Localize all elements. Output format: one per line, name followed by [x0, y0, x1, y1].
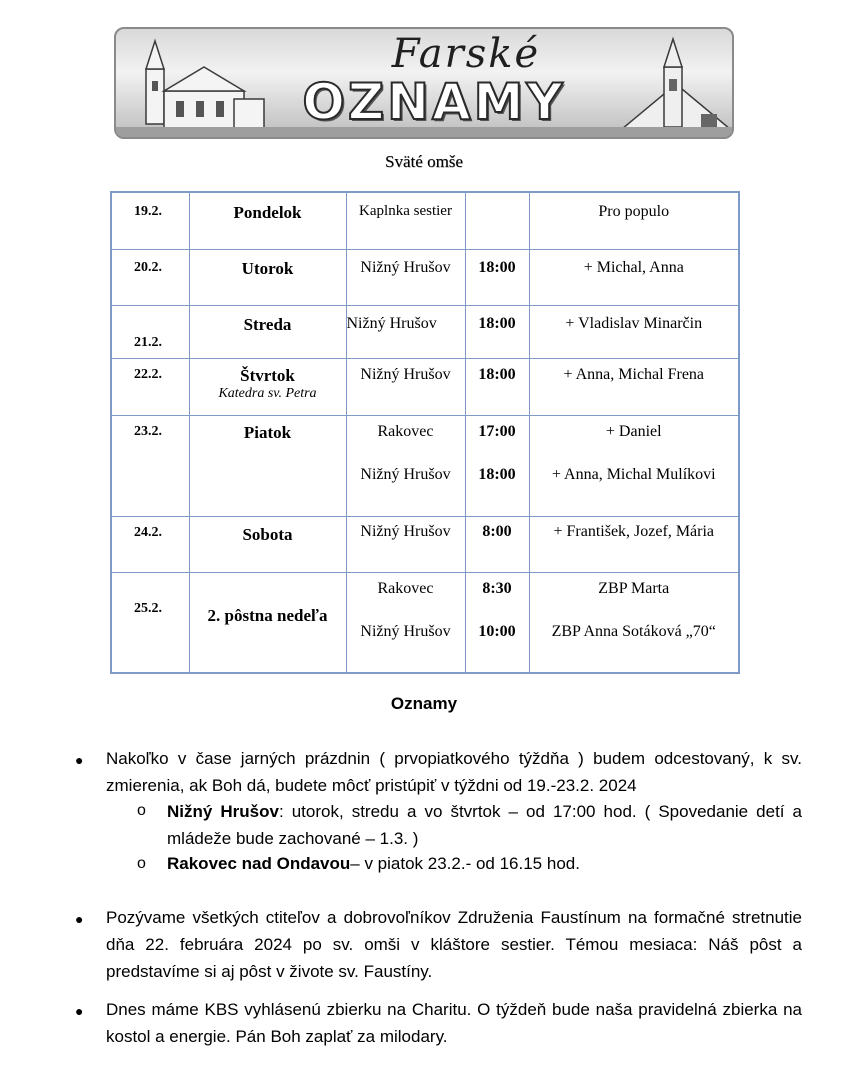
table-row	[111, 572, 739, 673]
date-cell: 20.2.	[134, 259, 162, 275]
table-row	[111, 192, 739, 249]
date-cell: 24.2.	[134, 524, 162, 540]
section-subtitle: Sväté omše	[385, 152, 463, 171]
time-cell: 8:30	[482, 579, 512, 597]
date-cell: 25.2.	[134, 600, 162, 616]
mass-schedule-table	[110, 191, 740, 674]
intention-cell: ZBP Anna Sotáková „70“	[551, 622, 716, 640]
confession-times: : utorok, stredu a vo štvrtok – od 17:00 hod. ( Spovedanie detí a mládeže bude zachované – 1.3. )	[167, 802, 803, 848]
intention-cell: Pro populo	[598, 203, 670, 220]
place-cell: Nižný Hrušov	[360, 258, 451, 276]
day-cell: Streda	[243, 314, 292, 334]
day-cell: Štvrtok	[240, 365, 295, 385]
confession-times: – v piatok 23.2.- od 16.15 hod.	[350, 854, 580, 873]
location-name: Nižný Hrušov	[167, 802, 279, 821]
date-cell: 22.2.	[134, 366, 162, 382]
table-row	[111, 358, 739, 415]
header-banner	[114, 27, 734, 139]
place-cell: Nižný Hrušov	[360, 522, 451, 540]
place-cell: Rakovec	[377, 579, 434, 597]
table-row	[111, 305, 739, 358]
day-cell: Sobota	[242, 524, 293, 544]
feast-note: Katedra sv. Petra	[218, 385, 317, 401]
intention-cell: ZBP Marta	[598, 579, 670, 597]
announcement-item-1: Nakoľko v čase jarných prázdnin ( prvopiatkového týždňa ) budem odcestovaný, k sv. zmierenia, ak Boh dá, budete môcť pristúpiť v týždni od 19.-23.2. 2024	[106, 749, 802, 795]
table-row	[111, 516, 739, 572]
date-cell: 19.2.	[134, 204, 162, 219]
time-cell: 8:00	[482, 522, 512, 540]
intention-cell: + Vladislav Minarčin	[565, 314, 703, 332]
day-cell: Pondelok	[233, 203, 302, 222]
banner-title-main: OZNAMY	[302, 73, 566, 131]
time-cell: 18:00	[478, 465, 516, 483]
bullet-icon: ●	[75, 1003, 84, 1019]
sub-bullet-icon: o	[137, 855, 146, 872]
sub-bullet-icon: o	[137, 802, 146, 819]
announcement-subitem-1	[167, 798, 802, 852]
time-cell: 10:00	[478, 622, 516, 640]
location-name: Rakovec nad Ondavou	[167, 854, 351, 873]
announcement-item-2: Pozývame všetkých ctiteľov a dobrovoľníkov Združenia Faustínum na formačné stretnutie dňa 22. februára 2024 po sv. omši v kláštore sestier. Témou mesiaca: Náš pôst a predstavíme si aj pôst v živote sv. Faustíny.	[106, 908, 802, 981]
bullet-icon: ●	[75, 911, 84, 927]
time-cell: 17:00	[478, 422, 516, 440]
place-cell: Nižný Hrušov	[360, 465, 451, 483]
announcements-title: Oznamy	[390, 694, 458, 713]
place-cell: Kaplnka sestier	[359, 203, 452, 219]
intention-cell: + Daniel	[605, 422, 662, 440]
time-cell: 18:00	[478, 258, 516, 276]
place-cell: Nižný Hrušov	[360, 622, 451, 640]
place-cell: Rakovec	[377, 422, 434, 440]
day-cell: 2. pôstna nedeľa	[207, 605, 328, 625]
place-cell: Nižný Hrušov	[360, 365, 451, 383]
time-cell: 18:00	[478, 365, 516, 383]
table-row	[111, 249, 739, 305]
announcement-subitem-2	[167, 850, 802, 877]
intention-cell: + Anna, Michal Mulíkovi	[551, 465, 716, 483]
day-cell: Utorok	[241, 258, 294, 278]
bullet-icon: ●	[75, 752, 84, 768]
date-cell: 23.2.	[134, 423, 162, 439]
intention-cell: + Anna, Michal Frena	[563, 365, 705, 383]
table-row	[111, 415, 739, 516]
intention-cell: + František, Jozef, Mária	[553, 522, 715, 540]
place-cell: Nižný Hrušov	[346, 314, 437, 332]
banner-title-script: Farské	[391, 31, 541, 77]
date-cell: 21.2.	[134, 334, 162, 350]
day-cell: Piatok	[243, 422, 292, 442]
intention-cell: + Michal, Anna	[583, 258, 684, 276]
time-cell: 18:00	[478, 314, 516, 332]
announcement-item-3: Dnes máme KBS vyhlásenú zbierku na Charitu. O týždeň bude naša pravidelná zbierka na kostol a energie. Pán Boh zaplať za milodary.	[106, 1000, 802, 1046]
